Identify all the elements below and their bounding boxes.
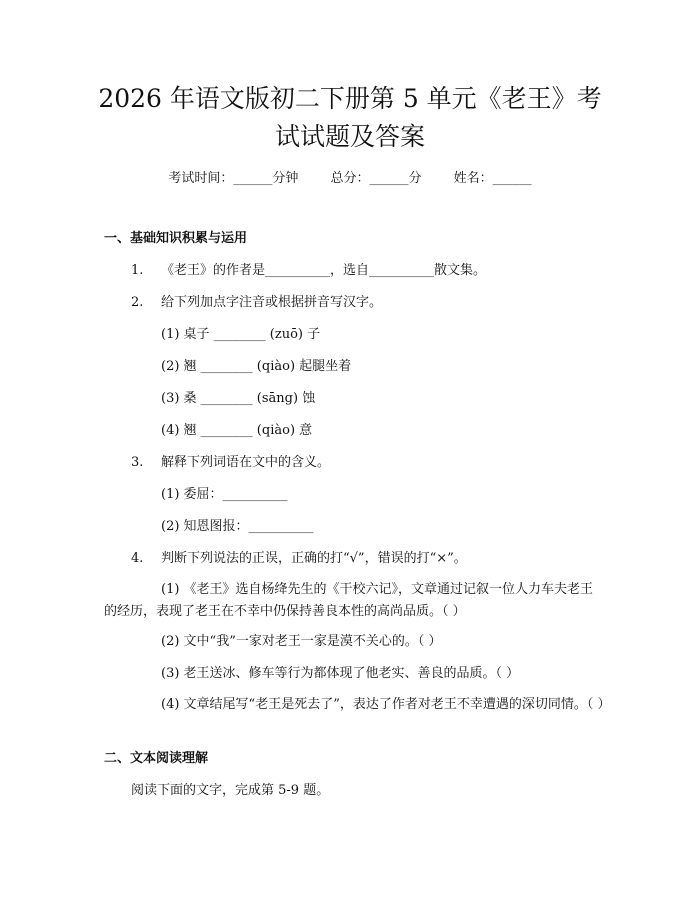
exam-info [0, 170, 700, 188]
question-1-number: 1. [131, 263, 144, 278]
question-2-number: 2. [131, 295, 144, 310]
question-3-text: 解释下列词语在文中的含义。 [161, 455, 331, 470]
question-2-text: 给下列加点字注音或根据拼音写汉字。 [161, 295, 383, 310]
question-4-number: 4. [131, 551, 144, 566]
title-line-1: 2026 年语文版初二下册第 5 单元《老王》考 [98, 84, 602, 113]
question-4 [131, 550, 467, 568]
question-4-text: 判断下列说法的正误，正确的打“√”，错误的打“×”。 [161, 551, 467, 566]
question-2-item-2: (2) 翘 ________ (qiào) 起腿坐着 [161, 359, 352, 374]
section-2-intro: 阅读下面的文字，完成第 5-9 题。 [131, 783, 330, 798]
question-2-item-3: (3) 桑 ________ (sāng) 蚀 [161, 391, 316, 406]
question-4-item-2: (2) 文中“我”一家对老王一家是漠不关心的。（ ） [161, 634, 442, 649]
question-3 [131, 454, 330, 472]
question-2 [131, 294, 382, 312]
exam-name: 姓名：______ [453, 171, 532, 186]
section-2-heading: 二、文本阅读理解 [104, 751, 209, 766]
question-2-item-4: (4) 翘 ________ (qiào) 意 [161, 423, 313, 438]
question-3-item-2: (2) 知恩图报：__________ [161, 519, 314, 534]
exam-time: 考试时间：______分钟 [168, 171, 299, 186]
section-1-heading: 一、基础知识积累与运用 [104, 231, 248, 246]
document-title [60, 80, 640, 156]
question-4-item-4: (4) 文章结尾写“老王是死去了”，表达了作者对老王不幸遭遇的深切同情。（ ） [161, 697, 611, 712]
question-3-number: 3. [131, 455, 144, 470]
exam-score: 总分：______分 [330, 171, 422, 186]
title-line-2: 试试题及答案 [274, 122, 425, 151]
question-3-item-1: (1) 委屈：__________ [161, 487, 288, 502]
question-4-item-3: (3) 老王送冰、修车等行为都体现了他老实、善良的品质。（ ） [161, 666, 520, 681]
question-1 [131, 262, 486, 280]
question-2-item-1: (1) 桌子 ________ (zuō) 子 [161, 327, 321, 342]
question-4-item-1: (1) 《老王》选自杨绛先生的《干校六记》，文章通过记叙一位人力车夫老王的经历，表现了老王在不幸中仍保持善良本性的高尚品质。（ ） [104, 582, 594, 619]
question-1-text: 《老王》的作者是__________，选自__________散文集。 [161, 263, 487, 278]
